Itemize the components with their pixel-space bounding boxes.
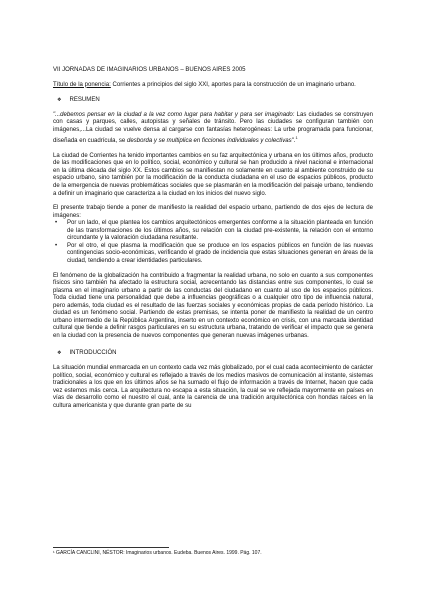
title-text: Corrientes a principios del siglo XXI, aportes para la construcción de un imaginario urbano. [110,81,356,88]
paper-title [53,82,373,90]
quote-italic-start: "...debemos pensar en la ciudad a la vez como lugar para habitar y para ser imaginado: [53,111,295,118]
bullet-icon: • [55,242,58,249]
title-label: Título de la ponencia: [53,81,111,88]
section-title: RESUMEN [69,97,100,104]
paragraph-1: La ciudad de Corrientes ha tenido importantes cambios en su faz arquitectónica y urbana en los últimos años, producto de las modificaciones que en lo político, social, económico y cultural se han producido a nivel nacional e internacional en la última década del siglo XX. Estos cambios se manifiestan no solamente en cuanto al ambiente construido de su espacio urbano, sino también por la modificación de la conducta ciudadana en el uso de espacios públicos, producto de la emergencia de nuevas problemáticas sociales que se plasmarán en la modificación del paisaje urbano, tendiendo a definir un imaginario que caracteriza a la ciudad en los inicios del nuevo siglo. [53,152,373,197]
paragraph-3: El fenómeno de la globalización ha contribuido a fragmentar la realidad urbana, no solo en cuanto a sus componentes físicos sino también ha afectado la estructura social, acrecentando las distancias entre sus componentes, lo cual se plasma en el imaginario urbano a partir de las conductas del ciudadano en cuanto al uso de los espacios públicos. Toda ciudad tiene una personalidad que debe a influencias geográficas o a cualquier otro tipo de influencia natural, pero además, toda ciudad es el resultado de las fuerzas sociales y económicas propias de cada período histórico. La ciudad es un fenómeno social. Partiendo de estas premisas, se intenta poner de manifiesto la realidad de un centro urbano intermedio de la República Argentina, inserto en un contexto económico en crisis, con una marcada identidad cultural que tiende a definir rasgos particulares en su estructura urbana, tratando de verificar el impacto que se genera en la ciudad con la presencia de nuevos componentes que generan nuevas imágenes urbanas. [53,272,373,339]
section-heading-resumen [53,97,373,105]
diamond-bullet-icon: ❖ [57,97,62,104]
footnote-ref: 1 [295,135,298,141]
bullet-icon: • [55,220,58,227]
section-heading-introduccion [53,350,373,358]
list-item [53,243,373,266]
epigraph-quote [53,112,373,146]
bullet-list [53,220,373,265]
running-header: VII JORNADAS DE IMAGINARIOS URBANOS – BUENOS AIRES 2005 [53,67,246,73]
list-item-text: Por el otro, el que plasma la modificación que se produce en los espacios públicos en función de las nuevas contingencias socio-económicas, verificando el grado de incidencia que estas situaciones generan en áreas de la ciudad, tendiendo a crear identidades particulares. [67,242,373,264]
section-title: INTRODUCCIÓN [69,350,117,357]
footnote: ¹ GARCÍA CANCLINI, NÉSTOR: Imaginarios urbanos. Eudeba. Buenos Aires. 1999. Pág. 107. [53,550,262,556]
diamond-bullet-icon: ❖ [57,350,62,357]
paragraph-4: La situación mundial enmarcada en un contexto cada vez más globalizado, por el cual cada acontecimiento de carácter político, social, económico y cultural es reflejado a través de los medios masivos de comunicación al instante, sistemas tradicionales a los que en los últimos años se ha sumado el flujo de información a través de Internet, hacen que cada vez estemos más cerca. La arquitectura no escapa a esta situación, la cual se ve reflejada mayormente en países en vías de desarrollo como el nuestro el cual, ante la carencia de una tradición arquitectónica con hondas raíces en la cultura americanista y que durante gran parte de su [53,364,374,409]
page-content [53,67,373,410]
paragraph-2: El presente trabajo tiende a poner de manifiesto la realidad del espacio urbano, partiendo de dos ejes de lectura de imágenes: [53,205,373,219]
list-item-text: Por un lado, el que plantea los cambios arquitectónicos emergentes conforme a la situación planteada en función de las transformaciones de los últimos años, su relación con la ciudad pre-existente, la relación con el entorno circundante y la valoración ciudadana resultante. [67,220,373,242]
quote-body: Las ciudades se construyen con casas y parques, calles, autopistas y señales de tránsito. Pero las ciudades se configuran también con imágenes,...La ciudad se vuelve densa al cargarse con fantasías heterogéneas: La urbe programada para funcionar, diseñada en cuadrícula, se [53,111,374,145]
list-item [53,220,373,243]
quote-italic-end: desborda y se multiplica en ficciones individuales y colectivas". [126,138,296,145]
footnote-divider [53,547,169,548]
